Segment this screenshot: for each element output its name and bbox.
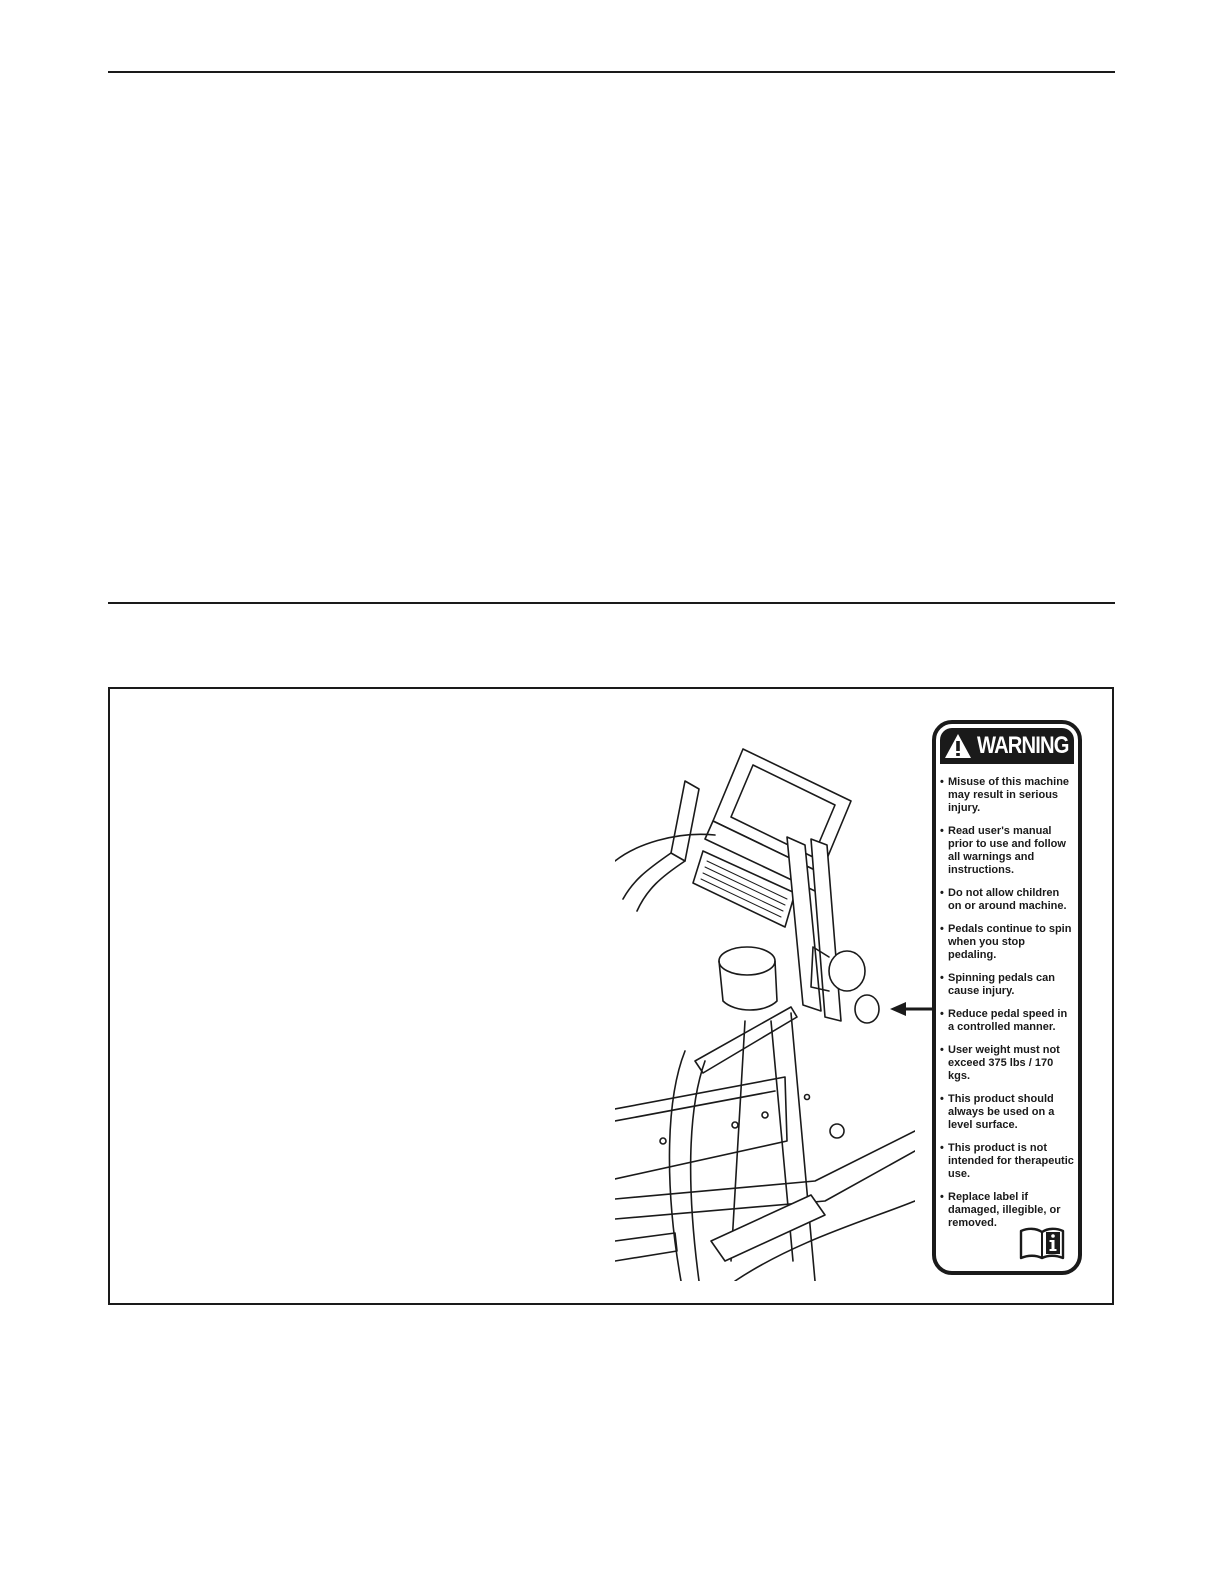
warning-item: • Replace label if damaged, illegible, or removed. — [940, 1191, 1074, 1230]
top-divider — [108, 71, 1115, 73]
warning-item: • User weight must not exceed 375 lbs / 170 kgs. — [940, 1044, 1074, 1083]
warning-item: • This product should always be used on a level surface. — [940, 1093, 1074, 1132]
warning-triangle-icon — [943, 732, 973, 760]
warning-item: • Pedals continue to spin when you stop pedaling. — [940, 923, 1074, 962]
warning-label — [932, 720, 1082, 1275]
warning-item: • Read user's manual prior to use and follow all warnings and instructions. — [940, 825, 1074, 877]
middle-divider — [108, 602, 1115, 604]
warning-item: • This product is not intended for therapeutic use. — [940, 1142, 1074, 1181]
warning-item: • Misuse of this machine may result in serious injury. — [940, 776, 1074, 815]
warning-title: WARNING — [976, 732, 1069, 759]
warning-item: • Spinning pedals can cause injury. — [940, 972, 1074, 998]
warning-item: • Do not allow children on or around machine. — [940, 887, 1074, 913]
warning-list — [936, 764, 1078, 1230]
elliptical-machine-illustration — [615, 721, 915, 1281]
warning-item: • Reduce pedal speed in a controlled manner. — [940, 1008, 1074, 1034]
manual-info-icon — [1018, 1225, 1066, 1261]
warning-header — [940, 728, 1074, 764]
warning-label-figure — [108, 687, 1114, 1305]
